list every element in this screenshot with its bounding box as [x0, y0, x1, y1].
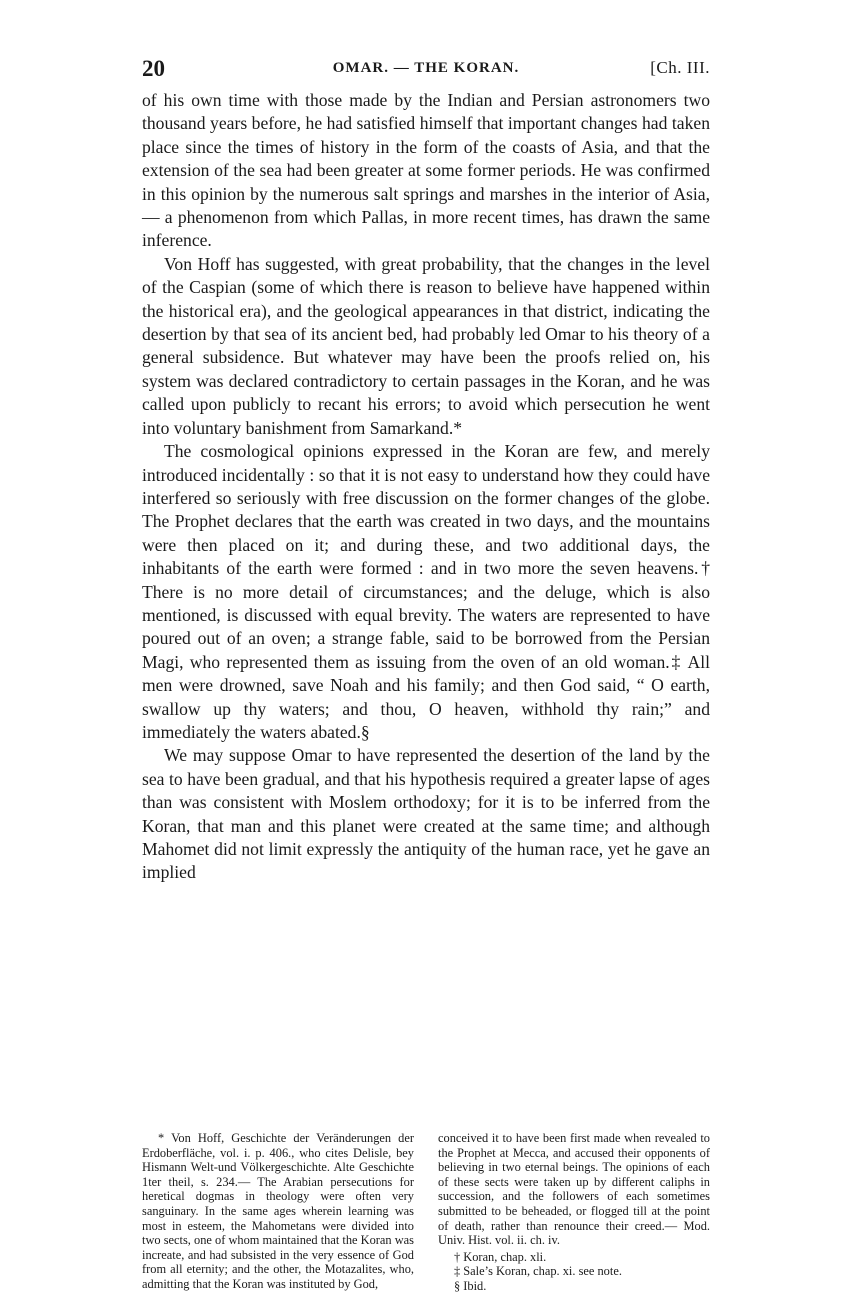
paragraph: We may suppose Omar to have represented the desertion of the land by the sea to have been gradual, and that his hypothesis required a greater lapse of ages than was consistent with Moslem orthodoxy; for it is to be inferred from the Koran, that man and this planet were created at the same time; and although Mahomet did not limit expressly the antiquity of the human race, yet he gave an implied — [142, 745, 710, 883]
footnote-list — [438, 1250, 710, 1294]
footnote-column-right — [438, 1131, 710, 1294]
footnote-item: † Koran, chap. xli. — [454, 1249, 547, 1264]
running-head: OMAR. — THE KORAN. — [332, 60, 520, 76]
page-number: 20 — [142, 56, 165, 81]
footnote-text: conceived it to have been first made when revealed to the Prophet at Mecca, and accused their opponents of believing in two eternal beings. The opinions of each of these sects were taken up by different caliphs in succession, and the followers of each sometimes submitted to be beheaded, or flogged till at the point of death, rather than renounce their creed.— Mod. Univ. Hist. vol. ii. ch. iv. — [438, 1131, 710, 1248]
main-text — [142, 89, 710, 885]
footnotes — [142, 1131, 710, 1294]
paragraph: of his own time with those made by the Indian and Persian astronomers two thousand years before, he had satisfied himself that important changes had taken place since the times of history in the form of the coasts of Asia, and that the extension of the sea had been greater at some former periods. He was confirmed in this opinion by the numerous salt springs and marshes in the interior of Asia, — a phenomenon from which Pallas, in more recent times, has drawn the same inference. — [142, 90, 710, 251]
paragraph: The cosmological opinions expressed in the Koran are few, and merely introduced incidentally : so that it is not easy to understand how they could have interfered so seriously with free discussion on the former changes of the globe. The Prophet declares that the earth was created in two days, and the mountains were then placed on it; and during these, and two additional days, the inhabitants of the earth were formed : and in two more the seven heavens.† There is no more detail of circumstances; and the deluge, which is also mentioned, is discussed with equal brevity. The waters are represented to have poured out of an oven; a strange fable, said to be borrowed from the Persian Magi, who represented them as issuing from the oven of an old woman.‡ All men were drowned, save Noah and his family; and then God said, “ O earth, swallow up thy waters; and thou, O heaven, withhold thy rain;” and immediately the waters abated.§ — [142, 441, 710, 742]
chapter-mark: [Ch. III. — [650, 58, 710, 77]
footnote-column-left — [142, 1131, 414, 1294]
footnote-item: ‡ Sale’s Koran, chap. xi. see note. — [454, 1264, 622, 1279]
footnote-item: § Ibid. — [454, 1278, 487, 1293]
page-header — [142, 56, 710, 86]
footnote-text: * Von Hoff, Geschichte der Veränderungen der Erdoberfläche, vol. i. p. 406., who cites Delisle, bey Hismann Welt-und Völkergeschichte. Alte Geschichte 1ter theil, s. 234.— The Arabian persecutions for heretical dogmas in theology were often very sanguinary. In the same ages wherein learning was most in esteem, the Mahometans were divided into two sects, one of whom maintained that the Koran was increate, and had subsisted in the very essence of God from all eternity; and the other, the Motazalites, who, admitting that the Koran was instituted by God, — [142, 1131, 414, 1291]
paragraph: Von Hoff has suggested, with great probability, that the changes in the level of the Caspian (some of which there is reason to believe have happened within the historical era), and the geological appearances in that district, indicating the desertion by that sea of its ancient bed, had probably led Omar to his theory of a general subsidence. But whatever may have been the proofs relied on, his system was declared contradictory to certain passages in the Koran, and he was called upon publicly to recant his errors; to avoid which persecution he went into voluntary banishment from Samarkand.* — [142, 253, 710, 438]
